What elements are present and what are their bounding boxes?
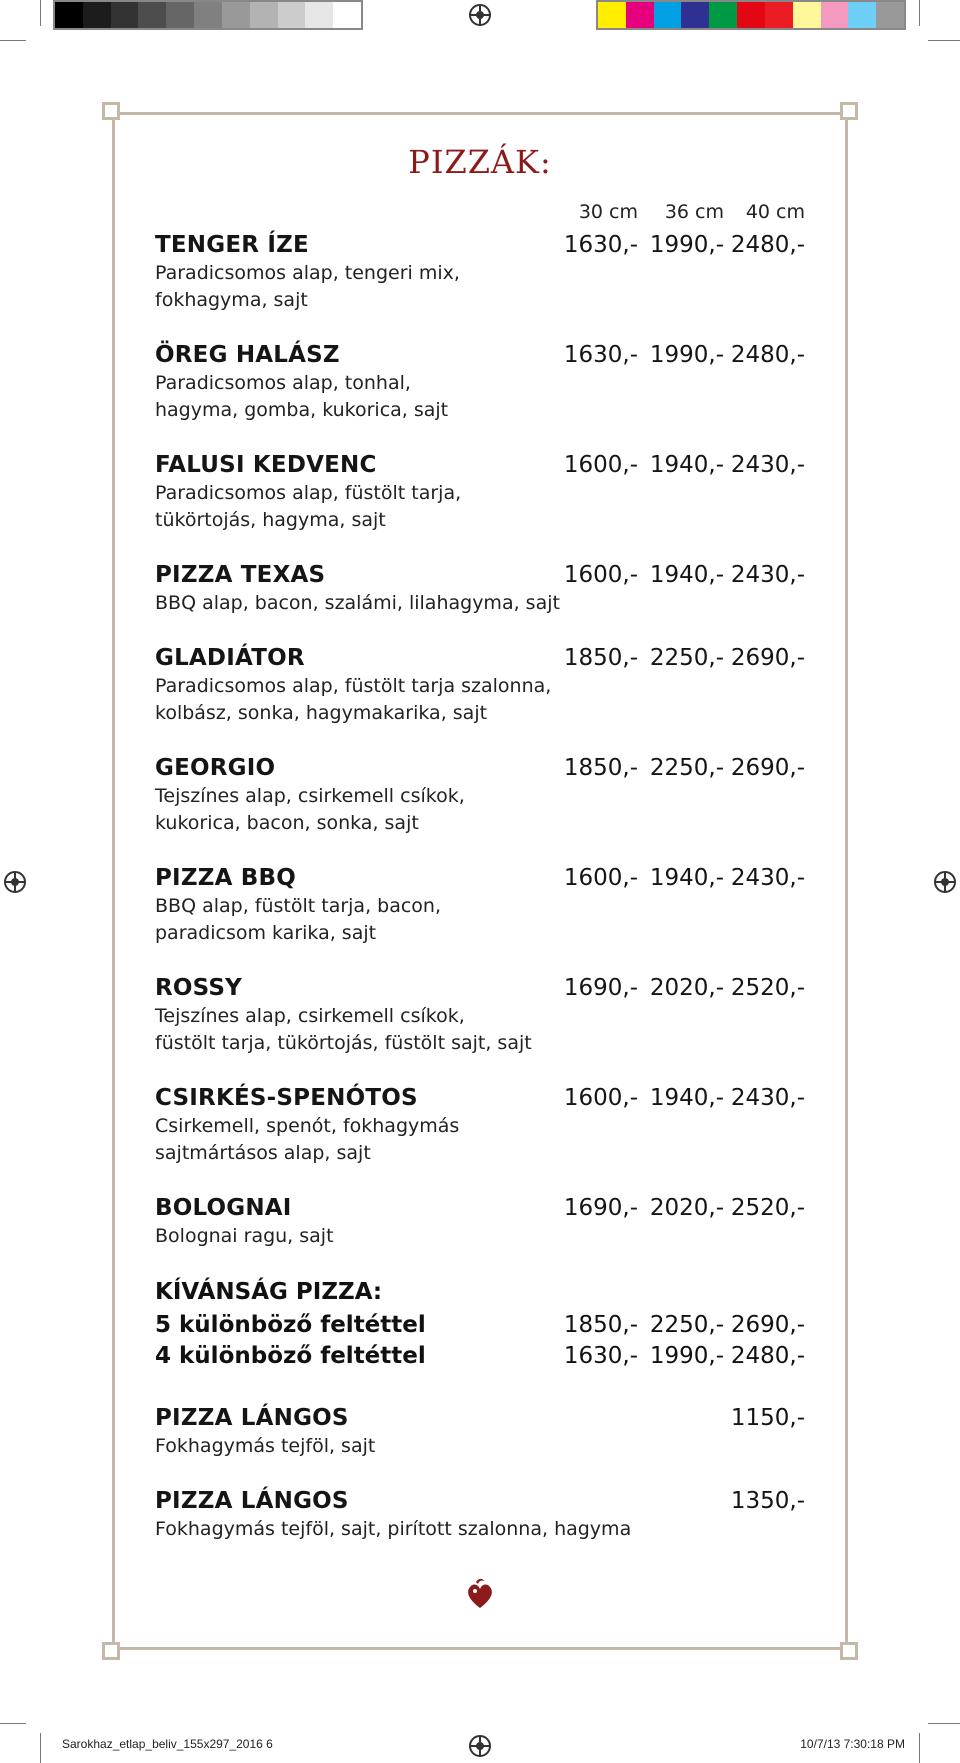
- swatch: [876, 2, 904, 28]
- item-price: 1630,-: [563, 342, 638, 368]
- slug-filename: Sarokhaz_etlap_beliv_155x297_2016 6: [62, 1737, 273, 1751]
- swatch: [737, 2, 765, 28]
- item-price: 2250,-: [649, 755, 724, 781]
- menu-item: [155, 973, 805, 1057]
- item-price: 2020,-: [649, 975, 724, 1001]
- item-description: paradicsom karika, sajt: [155, 922, 377, 944]
- item-price: 2430,-: [730, 452, 805, 478]
- item-description: Paradicsomos alap, füstölt tarja,: [155, 482, 462, 504]
- item-description: füstölt tarja, tükörtojás, füstölt sajt, sajt: [155, 1032, 532, 1054]
- item-price: 1940,-: [649, 865, 724, 891]
- menu-item: [155, 340, 805, 424]
- size-header: [0, 201, 960, 231]
- swatch: [222, 2, 250, 28]
- item-price: 2690,-: [730, 1312, 805, 1338]
- swatch: [55, 2, 83, 28]
- item-price: 1600,-: [563, 452, 638, 478]
- item-price: 1350,-: [730, 1488, 805, 1514]
- swatch: [166, 2, 194, 28]
- crop-mark: [919, 0, 920, 26]
- item-price: 1850,-: [563, 1312, 638, 1338]
- item-price: 1850,-: [563, 755, 638, 781]
- item-price: 1690,-: [563, 1195, 638, 1221]
- size-label: 36 cm: [664, 201, 724, 223]
- process-color-bar: [596, 0, 906, 30]
- item-description: kukorica, bacon, sonka, sajt: [155, 812, 419, 834]
- item-description: Csirkemell, spenót, fokhagymás: [155, 1115, 460, 1137]
- item-price: 2020,-: [649, 1195, 724, 1221]
- item-price: 1940,-: [649, 1085, 724, 1111]
- crop-mark: [40, 1733, 41, 1763]
- swatch: [793, 2, 821, 28]
- grayscale-color-bar: [53, 0, 363, 30]
- registration-mark-icon: [469, 1735, 491, 1757]
- item-name: 5 különböző feltéttel: [155, 1312, 426, 1338]
- swatch: [305, 2, 333, 28]
- swatch: [111, 2, 139, 28]
- crop-mark: [919, 1733, 920, 1763]
- item-name: GLADIÁTOR: [155, 645, 305, 671]
- item-description: Fokhagymás tejföl, sajt, pirított szalonna, hagyma: [155, 1518, 632, 1540]
- swatch: [821, 2, 849, 28]
- item-description: kolbász, sonka, hagymakarika, sajt: [155, 702, 488, 724]
- crop-mark: [0, 1723, 26, 1724]
- frame-corner-ornament: [840, 1642, 858, 1660]
- item-name: PIZZA BBQ: [155, 865, 296, 891]
- item-description: Fokhagymás tejföl, sajt: [155, 1435, 376, 1457]
- item-price: 1600,-: [563, 562, 638, 588]
- swatch: [654, 2, 682, 28]
- item-price: 2480,-: [730, 342, 805, 368]
- item-description: BBQ alap, bacon, szalámi, lilahagyma, sajt: [155, 592, 560, 614]
- swatch: [194, 2, 222, 28]
- item-description: Paradicsomos alap, füstölt tarja szalonna,: [155, 675, 552, 697]
- frame-corner-ornament: [102, 102, 120, 120]
- item-price: 2690,-: [730, 755, 805, 781]
- size-label: 30 cm: [578, 201, 638, 223]
- swatch: [83, 2, 111, 28]
- swatch: [333, 2, 361, 28]
- item-description: fokhagyma, sajt: [155, 289, 308, 311]
- item-price: 1600,-: [563, 865, 638, 891]
- item-price: 1150,-: [730, 1405, 805, 1431]
- item-price: 1990,-: [649, 232, 724, 258]
- item-description: Tejszínes alap, csirkemell csíkok,: [155, 1005, 465, 1027]
- crop-mark: [40, 0, 41, 26]
- item-name: FALUSI KEDVENC: [155, 452, 377, 478]
- item-price: 1600,-: [563, 1085, 638, 1111]
- item-description: hagyma, gomba, kukorica, sajt: [155, 399, 449, 421]
- item-price: 2690,-: [730, 645, 805, 671]
- heart-ornament-icon: [462, 1576, 498, 1612]
- size-label: 40 cm: [745, 201, 805, 223]
- swatch: [626, 2, 654, 28]
- registration-mark-icon: [4, 871, 26, 893]
- item-name: GEORGIO: [155, 755, 276, 781]
- registration-mark-icon: [469, 4, 491, 26]
- swatch: [848, 2, 876, 28]
- swatch: [598, 2, 626, 28]
- item-price: 2250,-: [649, 1312, 724, 1338]
- item-description: sajtmártásos alap, sajt: [155, 1142, 371, 1164]
- menu-item: [155, 1403, 805, 1460]
- item-name: ÖREG HALÁSZ: [155, 342, 340, 368]
- item-name: TENGER ÍZE: [155, 232, 309, 258]
- item-price: 1630,-: [563, 1343, 638, 1369]
- item-description: Paradicsomos alap, tengeri mix,: [155, 262, 460, 284]
- frame-corner-ornament: [102, 1642, 120, 1660]
- item-price: 1630,-: [563, 232, 638, 258]
- item-description: Tejszínes alap, csirkemell csíkok,: [155, 785, 465, 807]
- swatch: [765, 2, 793, 28]
- item-price: 2250,-: [649, 645, 724, 671]
- menu-item: [155, 230, 805, 314]
- crop-mark: [928, 1723, 960, 1724]
- item-price: 2430,-: [730, 562, 805, 588]
- item-price: 1690,-: [563, 975, 638, 1001]
- item-price: 1850,-: [563, 645, 638, 671]
- item-price: 2480,-: [730, 1343, 805, 1369]
- swatch: [681, 2, 709, 28]
- item-description: Bolognai ragu, sajt: [155, 1225, 334, 1247]
- slug-datetime: 10/7/13 7:30:18 PM: [800, 1737, 905, 1751]
- crop-mark: [928, 40, 960, 41]
- page-title: PIZZÁK:: [408, 143, 552, 181]
- menu-item: [155, 450, 805, 534]
- item-name: PIZZA TEXAS: [155, 562, 326, 588]
- section-heading: KÍVÁNSÁG PIZZA:: [155, 1279, 383, 1305]
- item-price: 1940,-: [649, 452, 724, 478]
- item-name: BOLOGNAI: [155, 1195, 292, 1221]
- item-price: 2520,-: [730, 975, 805, 1001]
- menu-item: [155, 1083, 805, 1167]
- item-name: 4 különböző feltéttel: [155, 1343, 426, 1369]
- swatch: [250, 2, 278, 28]
- swatch: [709, 2, 737, 28]
- item-price: 2520,-: [730, 1195, 805, 1221]
- menu-item: [155, 560, 805, 617]
- crop-mark: [0, 40, 26, 41]
- item-description: BBQ alap, füstölt tarja, bacon,: [155, 895, 442, 917]
- menu-item: [155, 1486, 805, 1543]
- menu-item: [155, 1193, 805, 1250]
- frame-corner-ornament: [840, 102, 858, 120]
- item-name: ROSSY: [155, 975, 243, 1001]
- item-description: tükörtojás, hagyma, sajt: [155, 509, 386, 531]
- swatch: [138, 2, 166, 28]
- item-price: 1990,-: [649, 1343, 724, 1369]
- item-price: 2480,-: [730, 232, 805, 258]
- menu-item: [155, 753, 805, 837]
- menu-item: [155, 643, 805, 727]
- item-price: 1990,-: [649, 342, 724, 368]
- registration-mark-icon: [934, 871, 956, 893]
- item-price: 2430,-: [730, 865, 805, 891]
- item-name: PIZZA LÁNGOS: [155, 1488, 349, 1514]
- item-name: CSIRKÉS-SPENÓTOS: [155, 1085, 418, 1111]
- item-name: PIZZA LÁNGOS: [155, 1405, 349, 1431]
- menu-item: [155, 863, 805, 947]
- menu-item: [155, 1310, 805, 1340]
- swatch: [278, 2, 306, 28]
- menu-item: [155, 1341, 805, 1371]
- item-description: Paradicsomos alap, tonhal,: [155, 372, 411, 394]
- item-price: 1940,-: [649, 562, 724, 588]
- item-price: 2430,-: [730, 1085, 805, 1111]
